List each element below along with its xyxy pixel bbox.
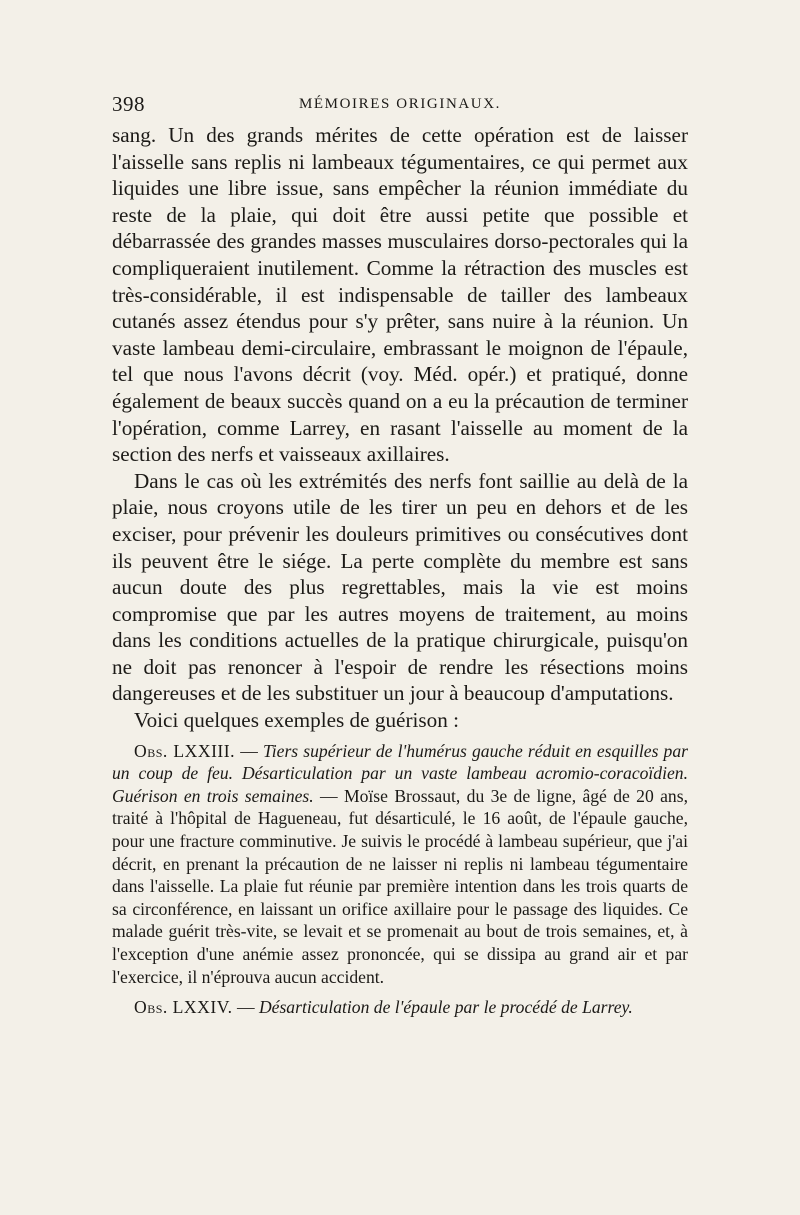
observation-lxxiv: [112, 996, 688, 1019]
observation-dash: —: [232, 997, 259, 1018]
running-head: MÉMOIRES ORIGINAUX.: [298, 96, 502, 112]
observation-lxxiii: [112, 740, 688, 989]
page-header: [112, 92, 688, 122]
paragraph-continuation: sang. Un des grands mérites de cette opération est de laisser l'aisselle sans replis ni lambeaux tégumentaires, ce qui permet aux liquides une libre issue, sans empêcher la réunion immédiate du reste de la plaie, qui doit être aussi petite que possible et débarrassée des grandes masses musculaires dorso-pectorales qui la compliqueraient inutilement. Comme la rétraction des muscles est très-considérable, il est indispensable de tailler des lambeaux cutanés assez étendus pour s'y prêter, sans nuire à la réunion. Un vaste lambeau demi-circulaire, embrassant le moignon de l'épaule, tel que nous l'avons décrit (voy. Méd. opér.) et pratiqué, donne également de beaux succès quand on a eu la précaution de terminer l'opération, comme Larrey, en rasant l'aisselle au moment de la section des nerfs et vaisseaux axillaires.: [112, 123, 688, 467]
observation-label: Obs. LXXIII.: [134, 740, 236, 761]
observation-label: Obs. LXXIV.: [134, 997, 233, 1018]
observation-title: Désarticulation de l'épaule par le procédé de Larrey.: [258, 997, 633, 1018]
observation-dash: —: [235, 740, 263, 761]
observation-text: — Moïse Brossaut, du 3e de ligne, âgé de 20 ans, traité à l'hôpital de Hagueneau, fut désarticulé, le 16 août, de l'épaule gauche, pour une fracture comminutive. Je suivis le procédé à lambeau supérieur, que j'ai décrit, en prenant la précaution de ne laisser ni replis ni lambeau tégumentaire dans l'aisselle. La plaie fut réunie par première intention dans les trois quarts de sa circonférence, en laissant un orifice axillaire pour le passage des liquides. Ce malade guérit très-vite, se levait et se promenait au bout de trois semaines, et, à l'exception d'une anémie assez prononcée, qui se dissipa au grand air et par l'exercice, il n'éprouva aucun accident.: [112, 785, 688, 987]
book-page: [112, 92, 688, 1019]
observation-title: Tiers supérieur de l'humérus gauche réduit en esquilles par un coup de feu. Désarticulation par un vaste lambeau acromio-coracoïdien. Guérison en trois semaines.: [112, 740, 688, 806]
paragraph-examples-intro: Voici quelques exemples de guérison :: [134, 708, 460, 733]
paragraph-nerves: Dans le cas où les extrémités des nerfs font saillie au delà de la plaie, nous croyons utile de les tirer un peu en dehors et de les exciser, pour prévenir les douleurs primitives ou consécutives dont ils peuvent être le siége. La perte complète du membre est sans aucun doute des plus regrettables, mais la vie est moins compromise que par les autres moyens de traitement, au moins dans les conditions actuelles de la pratique chirurgicale, puisqu'on ne doit pas renoncer à l'espoir de rendre les résections moins dangereuses et de les substituer un jour à beaucoup d'amputations.: [112, 468, 688, 706]
page-number: 398: [112, 92, 145, 116]
